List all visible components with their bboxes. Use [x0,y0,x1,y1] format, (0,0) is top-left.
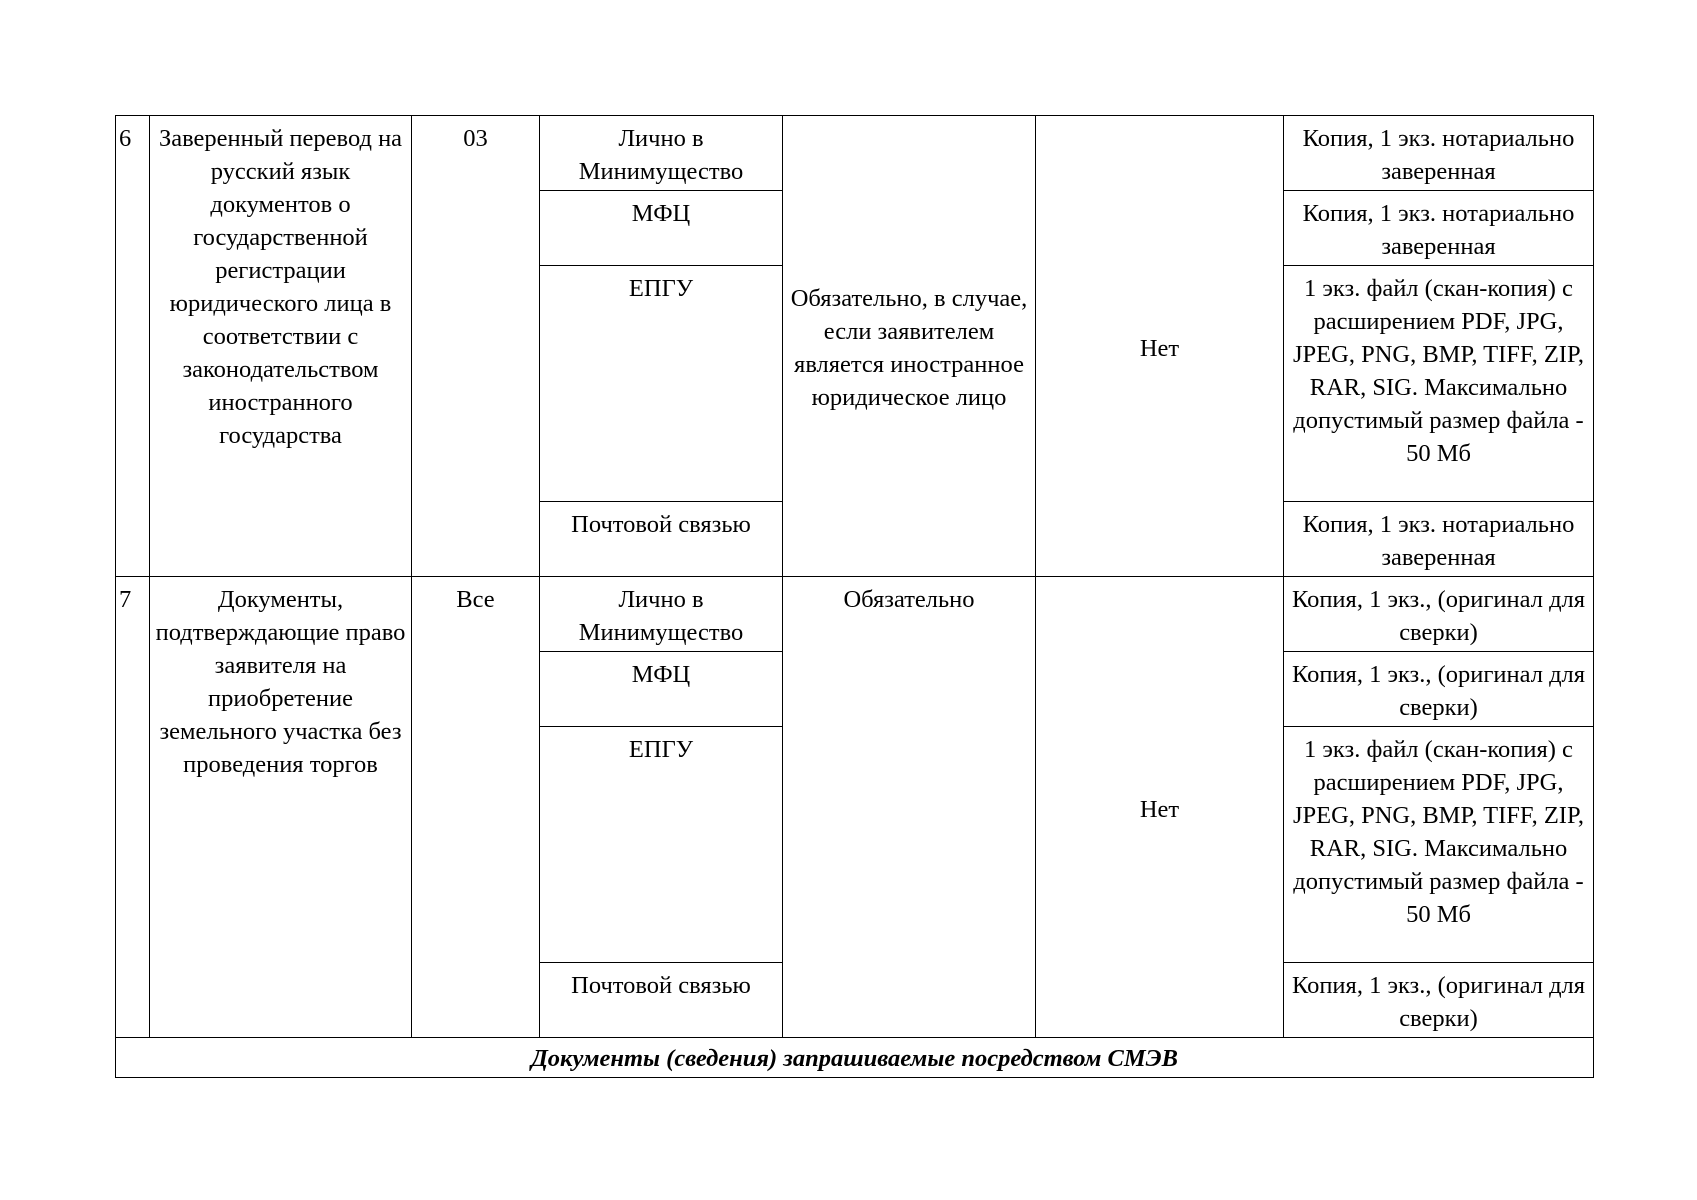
document-form: Копия, 1 экз., (оригинал для сверки) [1284,652,1594,727]
document-form: Копия, 1 экз., (оригинал для сверки) [1284,963,1594,1038]
submission-channel: ЕПГУ [540,266,783,502]
row-number: 6 [116,116,150,577]
submission-channel: МФЦ [540,652,783,727]
applicant-category: 03 [412,116,540,577]
section-footer-row [116,1038,1594,1078]
document-form: 1 экз. файл (скан-копия) с расширением PDF, JPG, JPEG, PNG, BMP, TIFF, ZIP, RAR, SIG. Максимально допустимый размер файла - 50 Мб [1284,266,1594,502]
table-row [116,577,1594,652]
submission-channel: Почтовой связью [540,963,783,1038]
submission-channel: ЕПГУ [540,727,783,963]
submission-channel: Лично в Минимущество [540,116,783,191]
requirement: Обязательно, в случае, если заявителем является иностранное юридическое лицо [783,116,1036,577]
table-row [116,116,1594,191]
interdepartmental-flag: Нет [1036,577,1284,1038]
submission-channel: Лично в Минимущество [540,577,783,652]
row-number: 7 [116,577,150,1038]
section-footer-title: Документы (сведения) запрашиваемые посредством СМЭВ [116,1038,1594,1078]
document-form: Копия, 1 экз. нотариально заверенная [1284,191,1594,266]
interdepartmental-flag: Нет [1036,116,1284,577]
document-table [115,115,1594,1078]
document-form: Копия, 1 экз. нотариально заверенная [1284,116,1594,191]
requirement: Обязательно [783,577,1036,1038]
document-form: 1 экз. файл (скан-копия) с расширением PDF, JPG, JPEG, PNG, BMP, TIFF, ZIP, RAR, SIG. Максимально допустимый размер файла - 50 Мб [1284,727,1594,963]
submission-channel: МФЦ [540,191,783,266]
applicant-category: Все [412,577,540,1038]
document-form: Копия, 1 экз., (оригинал для сверки) [1284,577,1594,652]
submission-channel: Почтовой связью [540,502,783,577]
document-form: Копия, 1 экз. нотариально заверенная [1284,502,1594,577]
document-name: Документы, подтверждающие право заявителя на приобретение земельного участка без проведения торгов [150,577,412,1038]
document-name: Заверенный перевод на русский язык документов о государственной регистрации юридического лица в соответствии с законодательством иностранного государства [150,116,412,577]
